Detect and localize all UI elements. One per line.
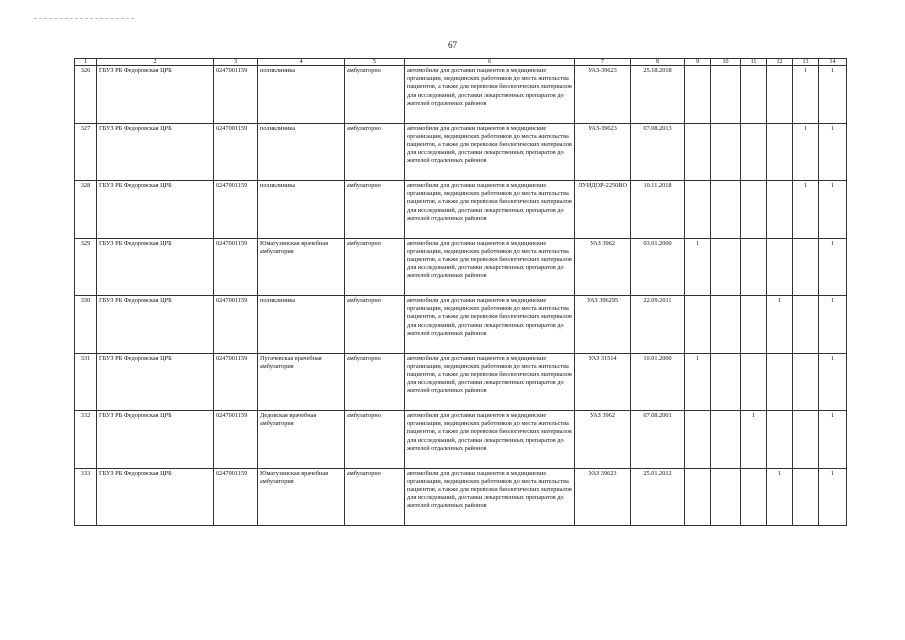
col-13-mark: 1: [793, 66, 819, 124]
care-type: амбулаторно: [345, 353, 405, 411]
organization: ГБУЗ РБ Федоровская ЦРБ: [97, 296, 214, 354]
col-11-mark: [741, 353, 767, 411]
org-code: 0247001159: [214, 66, 258, 124]
col-header: 5: [345, 59, 405, 66]
vehicle-model: УАЗ 31514: [575, 353, 631, 411]
subdivision: поликлиника: [258, 66, 345, 124]
row-number: 330: [75, 296, 97, 354]
col-10-mark: [711, 181, 741, 239]
col-12-mark: [767, 181, 793, 239]
row-number: 327: [75, 123, 97, 181]
col-9-mark: [685, 296, 711, 354]
care-type: амбулаторно: [345, 66, 405, 124]
org-code: 0247001159: [214, 181, 258, 239]
col-9-mark: 1: [685, 238, 711, 296]
date: 25.18.2018: [631, 66, 685, 124]
col-14-mark: 1: [819, 66, 847, 124]
care-type: амбулаторно: [345, 123, 405, 181]
col-12-mark: [767, 411, 793, 469]
col-11-mark: [741, 123, 767, 181]
vehicle-purpose: автомобили для доставки пациентов в медицинские организации, медицинских работников до места жительства пациентов, а также для перевозки биологических материалов для исследований, доставки лекарственных препаратов до жителей отдаленных районов: [405, 181, 575, 239]
column-number-row: [75, 59, 847, 66]
col-11-mark: [741, 181, 767, 239]
vehicle-model: УАЗ-39623: [575, 123, 631, 181]
col-12-mark: [767, 353, 793, 411]
organization: ГБУЗ РБ Федоровская ЦРБ: [97, 468, 214, 526]
col-12-mark: [767, 66, 793, 124]
date: 07.08.2013: [631, 123, 685, 181]
col-10-mark: [711, 353, 741, 411]
table-row: [75, 296, 847, 354]
col-14-mark: 1: [819, 238, 847, 296]
org-code: 0247001159: [214, 238, 258, 296]
row-number: 331: [75, 353, 97, 411]
col-header: 12: [767, 59, 793, 66]
col-12-mark: [767, 238, 793, 296]
care-type: амбулаторно: [345, 238, 405, 296]
subdivision: поликлиника: [258, 181, 345, 239]
vehicle-model: УАЗ 39623: [575, 468, 631, 526]
col-10-mark: [711, 66, 741, 124]
col-header: 9: [685, 59, 711, 66]
col-11-mark: [741, 468, 767, 526]
col-14-mark: 1: [819, 411, 847, 469]
org-code: 0247001159: [214, 411, 258, 469]
date: 07.08.2001: [631, 411, 685, 469]
organization: ГБУЗ РБ Федоровская ЦРБ: [97, 238, 214, 296]
col-header: 14: [819, 59, 847, 66]
subdivision: поликлиника: [258, 123, 345, 181]
subdivision: Дедовская врачебная амбулатория: [258, 411, 345, 469]
org-code: 0247001159: [214, 123, 258, 181]
col-13-mark: 1: [793, 123, 819, 181]
vehicle-register-table: [74, 58, 847, 526]
vehicle-model: УАЗ 3962: [575, 411, 631, 469]
vehicle-purpose: автомобили для доставки пациентов в медицинские организации, медицинских работников до места жительства пациентов, а также для перевозки биологических материалов для исследований, доставки лекарственных препаратов до жителей отдаленных районов: [405, 238, 575, 296]
col-10-mark: [711, 411, 741, 469]
table-row: [75, 123, 847, 181]
table-row: [75, 66, 847, 124]
col-9-mark: [685, 66, 711, 124]
col-11-mark: [741, 296, 767, 354]
organization: ГБУЗ РБ Федоровская ЦРБ: [97, 123, 214, 181]
organization: ГБУЗ РБ Федоровская ЦРБ: [97, 353, 214, 411]
col-14-mark: 1: [819, 296, 847, 354]
col-10-mark: [711, 296, 741, 354]
vehicle-model: ЛУИДОР-2250ВО: [575, 181, 631, 239]
col-9-mark: [685, 411, 711, 469]
row-number: 333: [75, 468, 97, 526]
table-row: [75, 238, 847, 296]
date: 22.09.2011: [631, 296, 685, 354]
vehicle-model: УАЗ 3962: [575, 238, 631, 296]
table-row: [75, 468, 847, 526]
col-header: 8: [631, 59, 685, 66]
vehicle-model: УАЗ 396295: [575, 296, 631, 354]
table-row: [75, 411, 847, 469]
date: 10.11.2018: [631, 181, 685, 239]
care-type: амбулаторно: [345, 296, 405, 354]
col-9-mark: [685, 468, 711, 526]
vehicle-purpose: автомобили для доставки пациентов в медицинские организации, медицинских работников до места жительства пациентов, а также для перевозки биологических материалов для исследований, доставки лекарственных препаратов до жителей отдаленных районов: [405, 353, 575, 411]
organization: ГБУЗ РБ Федоровская ЦРБ: [97, 411, 214, 469]
vehicle-purpose: автомобили для доставки пациентов в медицинские организации, медицинских работников до места жительства пациентов, а также для перевозки биологических материалов для исследований, доставки лекарственных препаратов до жителей отдаленных районов: [405, 66, 575, 124]
col-13-mark: [793, 296, 819, 354]
vehicle-purpose: автомобили для доставки пациентов в медицинские организации, медицинских работников до места жительства пациентов, а также для перевозки биологических материалов для исследований, доставки лекарственных препаратов до жителей отдаленных районов: [405, 123, 575, 181]
col-header: 13: [793, 59, 819, 66]
subdivision: Юмагузинская врачебная амбулатория: [258, 238, 345, 296]
col-9-mark: [685, 181, 711, 239]
col-13-mark: 1: [793, 181, 819, 239]
date: 10.01.2000: [631, 353, 685, 411]
col-13-mark: [793, 353, 819, 411]
subdivision: Юмагузинская врачебная амбулатория: [258, 468, 345, 526]
date: 25.01.2012: [631, 468, 685, 526]
care-type: амбулаторно: [345, 181, 405, 239]
col-11-mark: [741, 238, 767, 296]
subdivision: поликлиника: [258, 296, 345, 354]
row-number: 326: [75, 66, 97, 124]
org-code: 0247001159: [214, 353, 258, 411]
col-14-mark: 1: [819, 181, 847, 239]
org-code: 0247001159: [214, 468, 258, 526]
col-header: 7: [575, 59, 631, 66]
organization: ГБУЗ РБ Федоровская ЦРБ: [97, 66, 214, 124]
col-header: 3: [214, 59, 258, 66]
vehicle-model: УАЗ-39623: [575, 66, 631, 124]
col-12-mark: 1: [767, 296, 793, 354]
col-14-mark: 1: [819, 353, 847, 411]
subdivision: Пугачевская врачебная амбулатория: [258, 353, 345, 411]
col-10-mark: [711, 238, 741, 296]
col-10-mark: [711, 123, 741, 181]
vehicle-purpose: автомобили для доставки пациентов в медицинские организации, медицинских работников до места жительства пациентов, а также для перевозки биологических материалов для исследований, доставки лекарственных препаратов до жителей отдаленных районов: [405, 411, 575, 469]
table-row: [75, 353, 847, 411]
col-13-mark: [793, 411, 819, 469]
org-code: 0247001159: [214, 296, 258, 354]
col-header: 6: [405, 59, 575, 66]
col-header: 2: [97, 59, 214, 66]
col-14-mark: 1: [819, 123, 847, 181]
col-12-mark: 1: [767, 468, 793, 526]
row-number: 329: [75, 238, 97, 296]
col-header: 4: [258, 59, 345, 66]
date: 03.01.2000: [631, 238, 685, 296]
col-11-mark: [741, 66, 767, 124]
row-number: 328: [75, 181, 97, 239]
col-header: 11: [741, 59, 767, 66]
col-14-mark: 1: [819, 468, 847, 526]
col-9-mark: [685, 123, 711, 181]
col-12-mark: [767, 123, 793, 181]
table-row: [75, 181, 847, 239]
care-type: амбулаторно: [345, 468, 405, 526]
vehicle-purpose: автомобили для доставки пациентов в медицинские организации, медицинских работников до места жительства пациентов, а также для перевозки биологических материалов для исследований, доставки лекарственных препаратов до жителей отдаленных районов: [405, 468, 575, 526]
organization: ГБУЗ РБ Федоровская ЦРБ: [97, 181, 214, 239]
col-13-mark: [793, 238, 819, 296]
col-header: 10: [711, 59, 741, 66]
col-13-mark: [793, 468, 819, 526]
col-9-mark: 1: [685, 353, 711, 411]
col-11-mark: 1: [741, 411, 767, 469]
col-10-mark: [711, 468, 741, 526]
page-number: 67: [448, 40, 457, 50]
vehicle-purpose: автомобили для доставки пациентов в медицинские организации, медицинских работников до места жительства пациентов, а также для перевозки биологических материалов для исследований, доставки лекарственных препаратов до жителей отдаленных районов: [405, 296, 575, 354]
col-header: 1: [75, 59, 97, 66]
care-type: амбулаторно: [345, 411, 405, 469]
scan-artifact: [34, 18, 134, 21]
row-number: 332: [75, 411, 97, 469]
